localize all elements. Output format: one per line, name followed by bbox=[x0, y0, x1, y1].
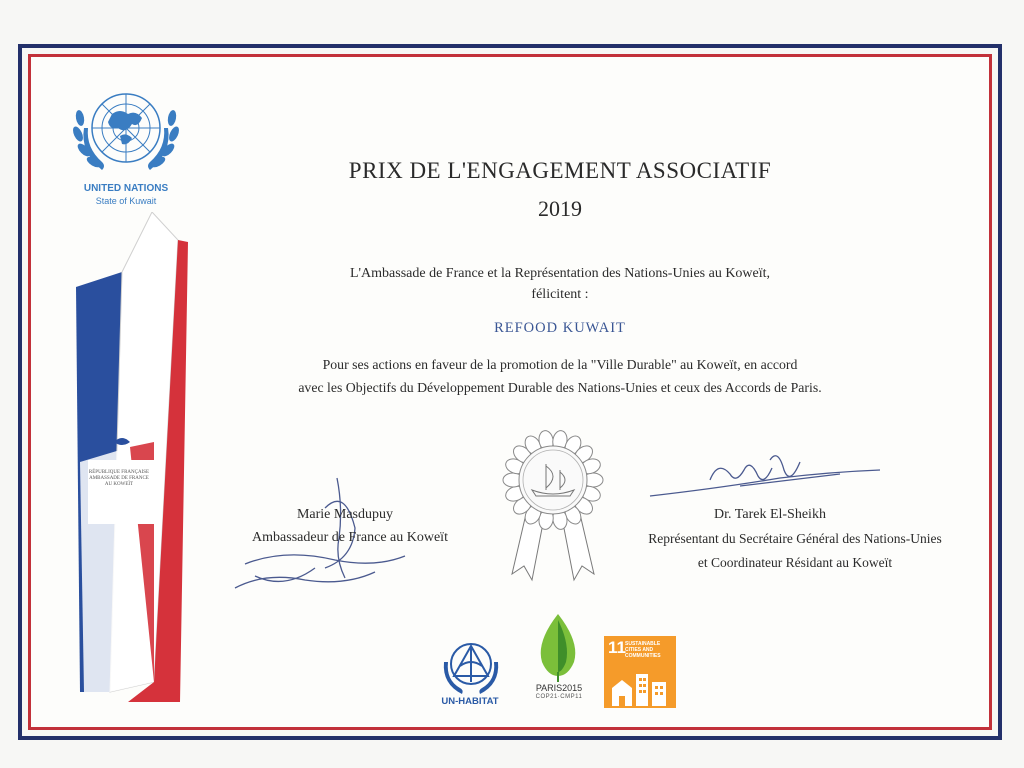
sdg-11-tile bbox=[604, 636, 676, 708]
sdg-number: 11 bbox=[608, 638, 626, 657]
sdg-text: SUSTAINABLE CITIES AND COMMUNITIES bbox=[625, 641, 661, 659]
embassy-emblem-text bbox=[86, 470, 152, 488]
right-signature bbox=[640, 440, 890, 510]
emblem-line-3: AU KOWEÏT bbox=[104, 482, 134, 487]
french-flag-graphic bbox=[70, 212, 190, 712]
reason-line-1: Pour ses actions en faveur de la promotion de la "Ville Durable" au Koweït, en accord bbox=[322, 357, 798, 372]
right-signatory-title-1: Représentant du Secrétaire Général des Nations-Unies bbox=[648, 531, 942, 546]
cop21-sublabel: COP21·CMP11 bbox=[535, 694, 583, 700]
intro-line-1: L'Ambassade de France et la Représentation des Nations-Unies au Koweït, bbox=[349, 266, 771, 281]
city-buildings-icon bbox=[610, 668, 670, 706]
certificate-year: 2019 bbox=[538, 196, 582, 221]
recipient-name: REFOOD KUWAIT bbox=[494, 320, 626, 336]
emblem-line-2: AMBASSADE DE FRANCE bbox=[89, 476, 149, 481]
emblem-line-1: RÉPUBLIQUE FRANÇAISE bbox=[88, 470, 150, 475]
reason-line-2: avec les Objectifs du Développement Durable des Nations-Unies et ceux des Accords de Paris. bbox=[298, 380, 822, 395]
cop21-label: PARIS2015 bbox=[535, 683, 583, 693]
un-habitat-label: UN-HABITAT bbox=[441, 696, 499, 707]
left-signatory-title: Ambassadeur de France au Koweït bbox=[252, 530, 448, 545]
left-signatory-name: Marie Masdupuy bbox=[296, 507, 394, 522]
cop21-leaf-icon bbox=[530, 612, 586, 682]
un-emblem-icon bbox=[62, 78, 190, 186]
un-caption bbox=[55, 183, 197, 207]
un-name: UNITED NATIONS bbox=[83, 183, 169, 194]
intro-line-2: félicitent : bbox=[531, 287, 589, 302]
certificate-title: PRIX DE L'ENGAGEMENT ASSOCIATIF bbox=[348, 158, 772, 183]
un-subtitle: State of Kuwait bbox=[95, 196, 157, 206]
right-signatory-title-2: et Coordinateur Résidant au Koweït bbox=[697, 555, 893, 570]
right-signatory-name: Dr. Tarek El-Sheikh bbox=[714, 507, 826, 522]
rosette-seal-icon bbox=[490, 418, 616, 588]
